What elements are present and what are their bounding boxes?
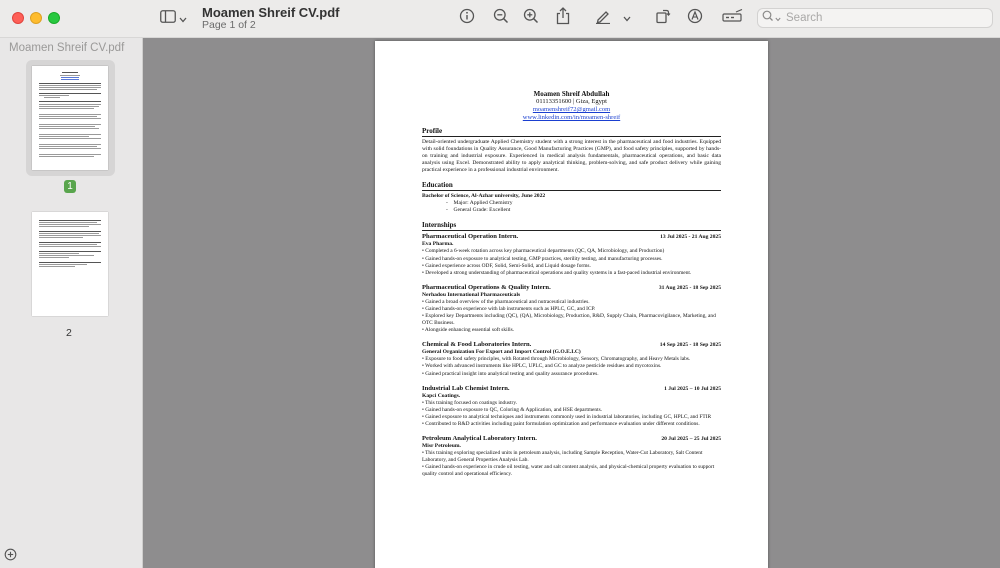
markup-icon <box>687 8 703 29</box>
job-bullet: • Gained hands-on experience with lab instruments such as HPLC, GC, and ICP. <box>422 305 596 312</box>
plus-circle-icon <box>4 548 17 565</box>
markup-button[interactable] <box>684 8 706 28</box>
job-title: Pharmaceutical Operation Intern. <box>422 233 519 241</box>
page-indicator: Page 1 of 2 <box>202 19 256 31</box>
job-bullet: • Completed a 6-week rotation across key pharmaceutical departments (QC, QA, Microbiology, and Production) <box>422 248 665 255</box>
document-view[interactable] <box>143 38 1000 568</box>
info-icon <box>459 8 475 29</box>
job-title: Industrial Lab Chemist Intern. <box>422 384 510 392</box>
job-organization: Nerhadou International Pharmaceuticals <box>422 291 521 298</box>
section-title-internships: Internships <box>422 221 457 230</box>
close-window-button[interactable] <box>12 12 24 24</box>
job-date: 14 Sep 2025 - 18 Sep 2025 <box>659 342 721 349</box>
job-bullet: • Worked with advanced instruments like HPLC, UPLC, and GC to analyze pesticide residues and mycotoxins. <box>422 363 662 370</box>
job-title: Pharmaceutical Operations & Quality Intern. <box>422 283 551 291</box>
job-date: 20 Jul 2025 – 25 Jul 2025 <box>661 435 721 442</box>
add-page-button[interactable] <box>4 548 17 566</box>
job-bullet: • Contributed to R&D activities including paint formulation optimization and performance evaluation under different conditions. <box>422 420 700 427</box>
job-bullet: • Gained hands-on exposure to QC, Coloring & Application, and HSE departments. <box>422 406 603 413</box>
chevron-down-icon <box>179 10 187 28</box>
job-date: 1 Jul 2025 – 10 Jul 2025 <box>664 385 721 392</box>
page-thumbnail-1[interactable] <box>32 66 108 170</box>
zoom-in-icon <box>523 8 539 29</box>
job-organization: Misr Petroleum. <box>422 442 461 449</box>
section-title-education: Education <box>422 181 453 190</box>
job-bullet: • Explored key Departments including (QC), (QA), Microbiology, Production, R&D, Supply Chain, Pharmacovigilance, Marketing, and OTC Business. <box>422 313 716 327</box>
zoom-window-button[interactable] <box>48 12 60 24</box>
share-icon <box>556 7 570 30</box>
education-item: - Major: Applied Chemistry <box>446 200 513 207</box>
job-date: 13 Jul 2025 - 21 Aug 2025 <box>660 234 721 241</box>
info-button[interactable] <box>456 8 478 28</box>
zoom-out-button[interactable] <box>490 8 512 28</box>
section-divider <box>422 136 721 137</box>
page-number-label-2: 2 <box>66 327 72 339</box>
chevron-down-icon <box>775 9 781 27</box>
cv-email-link[interactable]: moamenshreif72@gmail.com <box>532 106 611 113</box>
pdf-page-1 <box>375 41 768 568</box>
job-bullet: • Gained exposure to analytical techniques and instruments commonly used in industrial laboratories, including GC, HPLC, and FTIR <box>422 413 712 420</box>
zoom-out-icon <box>493 8 509 29</box>
internship-entry <box>422 284 721 334</box>
job-date: 31 Aug 2025 - 18 Sep 2025 <box>658 284 721 291</box>
education-item: - General Grade: Excellent <box>446 207 511 214</box>
section-divider <box>422 190 721 191</box>
job-organization: Kapci Coatings. <box>422 392 461 399</box>
job-organization: Eva Pharma. <box>422 241 454 248</box>
share-button[interactable] <box>552 8 574 28</box>
search-field[interactable] <box>757 8 993 28</box>
redact-button[interactable] <box>721 8 745 28</box>
window-title: Moamen Shreif CV.pdf <box>202 5 340 20</box>
job-bullet: • Gained hands-on exposure to analytical testing, GMP practices, sterility testing, and manufacturing processes. <box>422 255 663 262</box>
section-divider <box>422 230 721 231</box>
job-bullet: • This training focused on coatings industry. <box>422 399 518 406</box>
job-bullet: • Developed a strong understanding of pharmaceutical operations and quality systems in a fast-paced industrial environment. <box>422 269 692 276</box>
education-degree: Bachelor of Science, Al-Azhar university, June 2022 <box>422 193 546 200</box>
job-bullet: • Gained practical insight into analytical testing and quality assurance procedures. <box>422 370 599 377</box>
job-title: Chemical & Food Laboratories Intern. <box>422 341 532 349</box>
rotate-icon <box>655 8 671 29</box>
internship-entry <box>422 341 721 377</box>
profile-text: Detail-oriented undergraduate Applied Chemistry student with a strong interest in the pharmaceutical and food industries. Equipped with solid foundations in Quality Assurance, Good Manufacturing Practices (GMP), and food safety principles, supported by hands-on training and industrial exposure. Experienced in medical analysis fundamentals, pharmaceutical operations, and basic data analysis using Excel. Demonstrated ability to apply analytical thinking, problem-solving, and safe product delivery while gaining practical experience in a professional industrial environment. <box>422 139 721 174</box>
internship-entry <box>422 435 721 478</box>
search-icon <box>762 9 775 27</box>
sidebar-icon <box>160 10 176 28</box>
sidebar-title: Moamen Shreif CV.pdf <box>9 42 125 54</box>
job-title: Petroleum Analytical Laboratory Intern. <box>422 434 537 442</box>
cv-header <box>422 90 721 122</box>
highlight-pen-icon <box>595 8 611 29</box>
zoom-in-button[interactable] <box>520 8 542 28</box>
chevron-down-icon <box>623 9 631 27</box>
redact-icon <box>722 9 744 28</box>
job-bullet: • Gained hands-on experience in crude oil testing, water and salt content analysis, and physical-chemical property evaluation to support quality control and operational efficiency. <box>422 464 715 478</box>
internship-entry <box>422 233 721 276</box>
sidebar-toggle-button[interactable] <box>160 9 192 29</box>
cv-contact-line: 01113351600 | Giza, Egypt <box>536 98 607 105</box>
job-organization: General Organization For Export and Import Control (G.O.E.I.C) <box>422 349 581 356</box>
section-title-profile: Profile <box>422 127 443 135</box>
cv-linkedin-link[interactable]: www.linkedin.com/in/moamen-shreif <box>522 114 621 121</box>
cv-content <box>422 90 721 478</box>
job-bullet: • Gained experience across ODF, Solid, Semi-Solid, and Liquid dosage forms. <box>422 262 591 269</box>
highlight-button[interactable] <box>592 8 614 28</box>
page-thumbnail-2[interactable] <box>32 212 108 316</box>
thumbnail-sidebar <box>0 38 143 568</box>
job-bullet: • Alongside enhancing essential soft skills. <box>422 327 515 334</box>
rotate-button[interactable] <box>652 8 674 28</box>
title-bar <box>0 0 1000 38</box>
page-number-badge-1: 1 <box>64 180 76 193</box>
search-input[interactable] <box>784 11 988 25</box>
job-bullet: • Exposure to food safety principles, with Rotated through Microbiology, Sensory, Chromatography, and Heavy Metals labs. <box>422 356 691 363</box>
job-bullet: • Gained a broad overview of the pharmaceutical and nutraceutical industries. <box>422 298 590 305</box>
cv-name: Moamen Shreif Abdullah <box>533 90 610 98</box>
highlight-menu-button[interactable] <box>621 8 633 28</box>
minimize-window-button[interactable] <box>30 12 42 24</box>
internship-entry <box>422 385 721 428</box>
job-bullet: • This training exploring specialized units in petroleum analysis, including Sample Reception, Water-Cut Laboratory, Salt Content Laboratory, and General Properties Analysis Lab. <box>422 449 703 464</box>
